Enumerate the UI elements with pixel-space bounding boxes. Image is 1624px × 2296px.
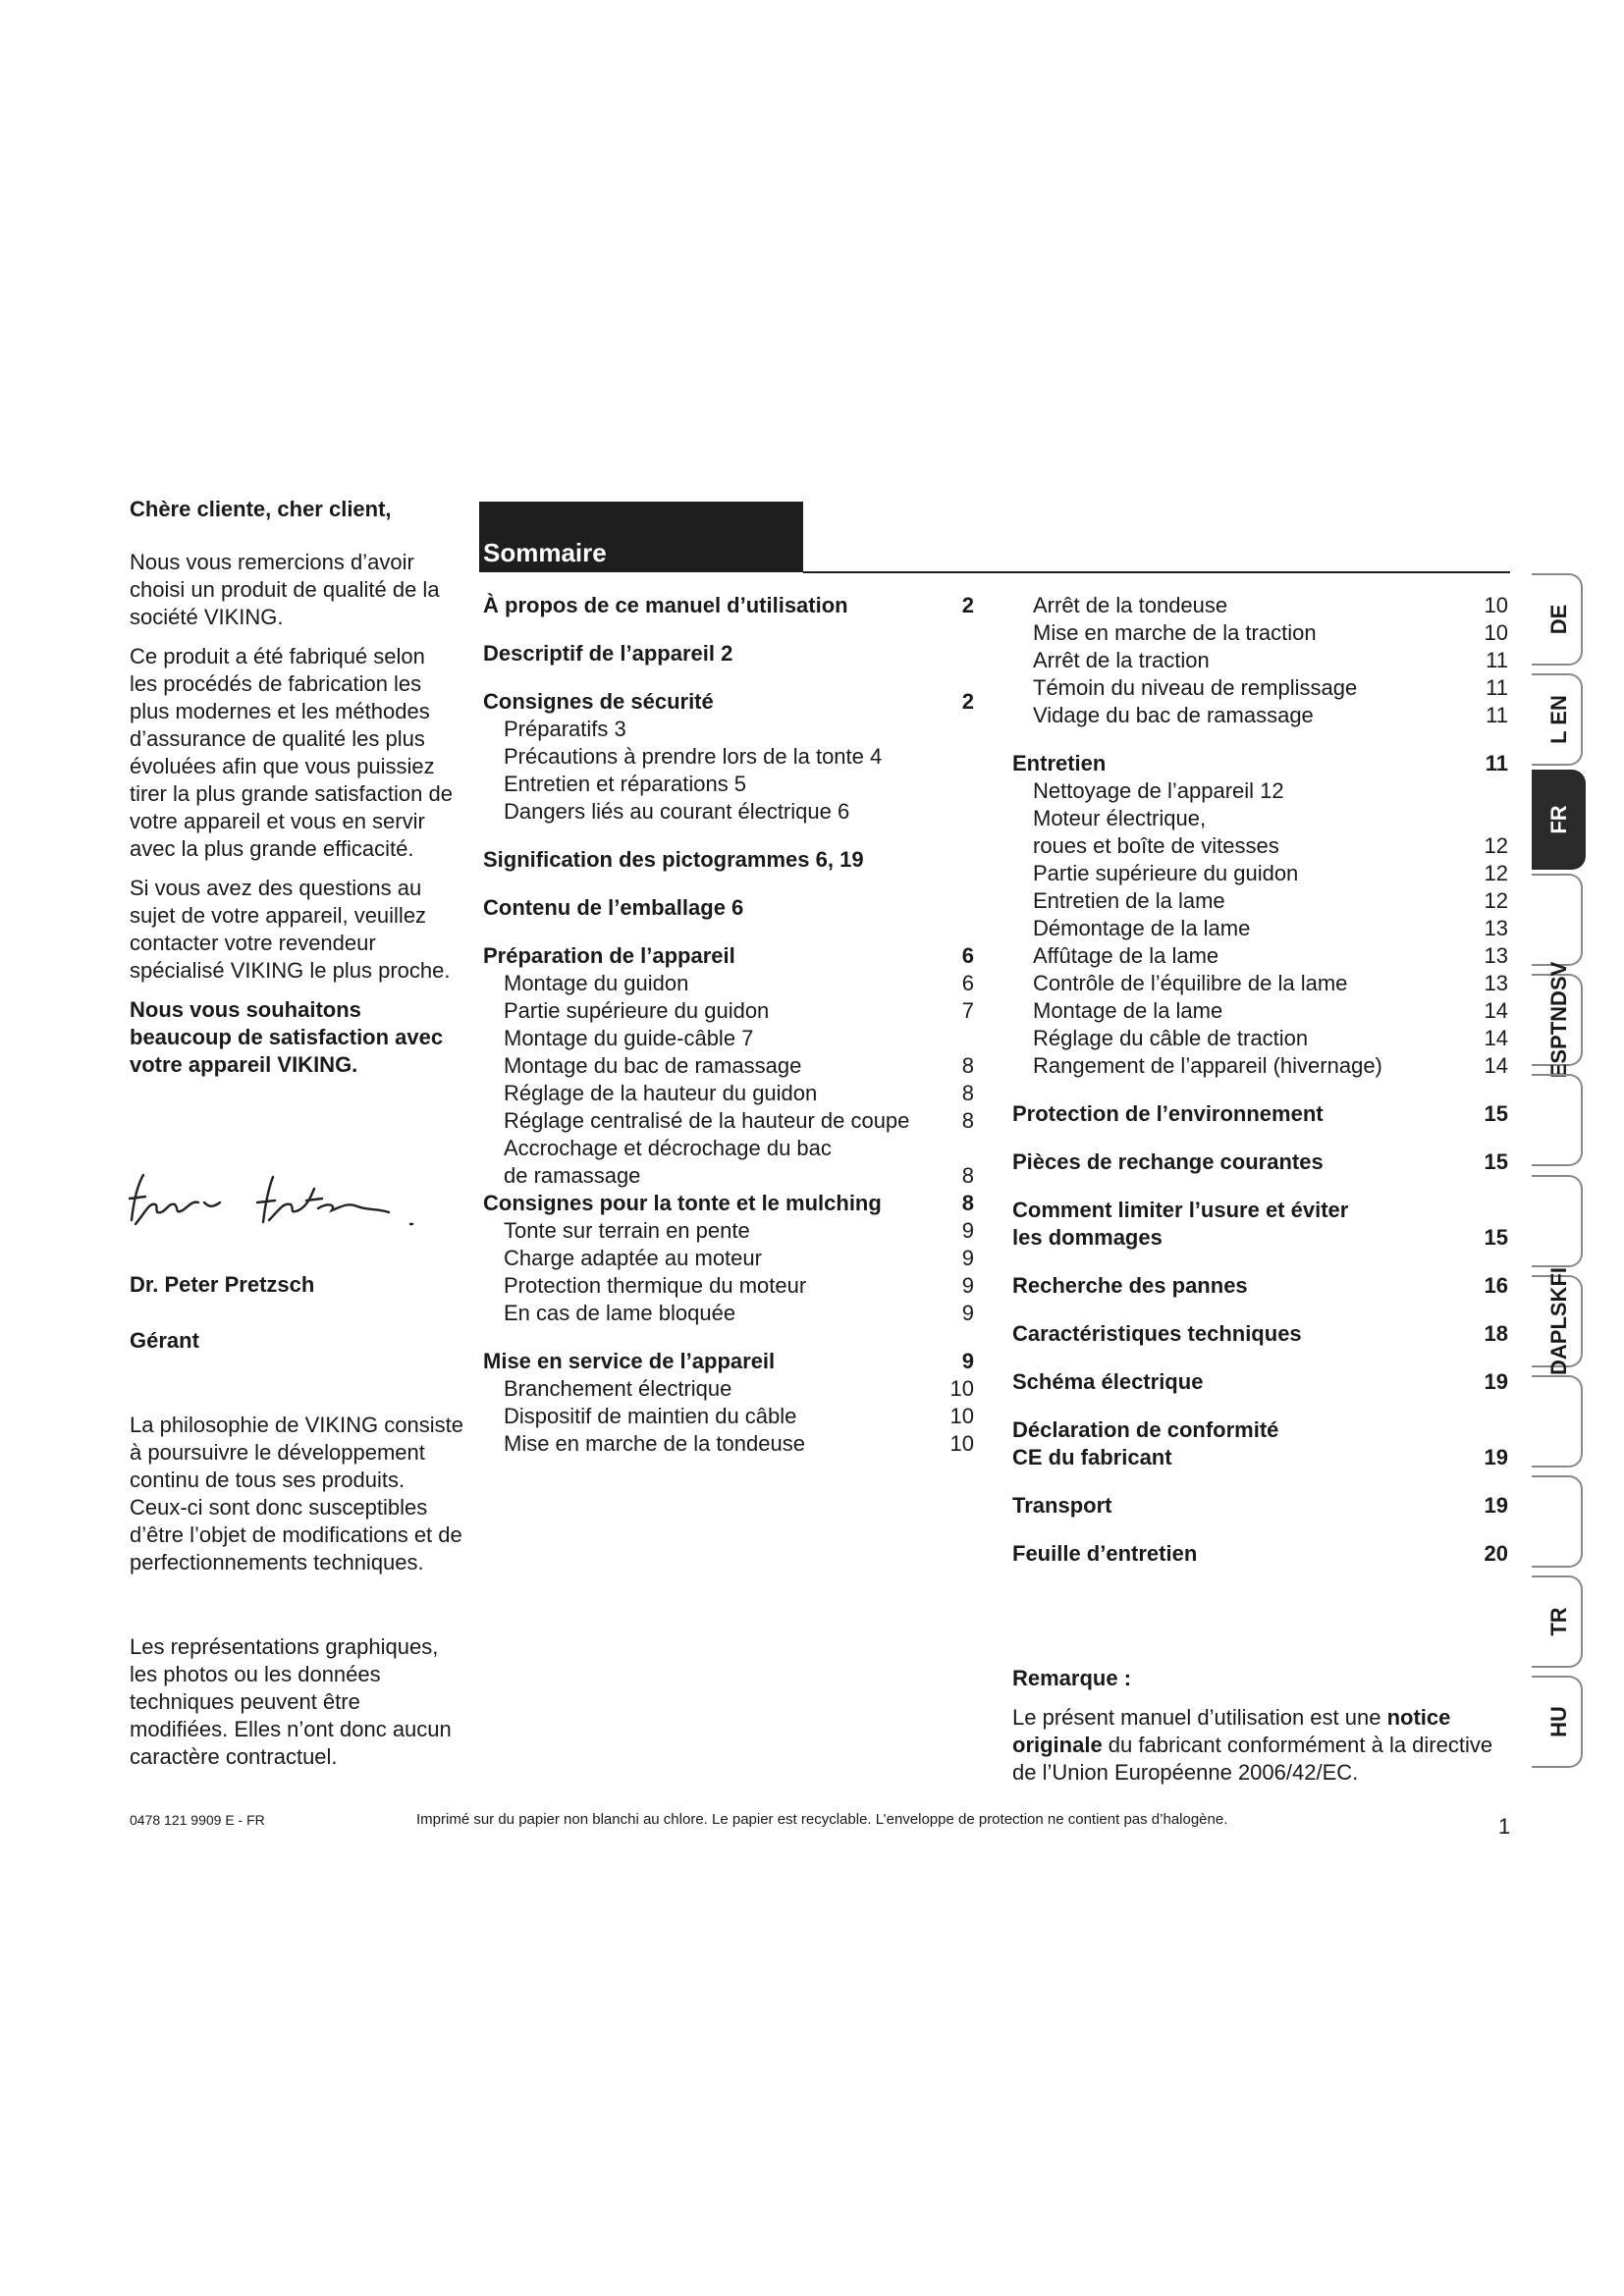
toc-entry-page: 19 xyxy=(1484,1369,1508,1394)
language-tab-label: FR xyxy=(1545,805,1571,834)
toc-entry-page: 10 xyxy=(949,1431,974,1456)
tab-frame xyxy=(1532,1475,1583,1568)
toc-entry-title: Moteur électrique, xyxy=(1033,806,1207,830)
toc-title: Sommaire xyxy=(483,538,607,567)
toc-entry-title: Montage du bac de ramassage xyxy=(504,1053,802,1078)
toc-entry-title: Feuille d’entretien xyxy=(1012,1541,1198,1566)
toc-entry xyxy=(1012,619,1508,647)
toc-entry-page: 10 xyxy=(1484,620,1508,645)
toc-entry-title: Descriptif de l’appareil 2 xyxy=(483,641,733,666)
toc-entry-page: 7 xyxy=(961,998,974,1023)
toc-entry-title: Signification des pictogrammes 6, 19 xyxy=(483,847,864,872)
language-tab xyxy=(1532,1471,1586,1572)
disclaimer-paragraph: Les représentations graphiques, les photos ou les données techniques peuvent être modifiées. Elles n’ont donc aucun caractère contractuel. xyxy=(130,1634,452,1769)
signature xyxy=(126,1163,460,1242)
toc-entry-page: 13 xyxy=(1484,943,1508,968)
toc-entry-page: 11 xyxy=(1486,703,1508,727)
letter-paragraph-questions: Si vous avez des questions au sujet de votre appareil, veuillez contacter votre revendeur spécialisé VIKING le plus proche. xyxy=(130,876,451,983)
remark-text-c: du fabricant conformément à la directive de l’Union Européenne 2006/42/EC. xyxy=(1012,1733,1493,1785)
toc-entry-title: Consignes pour la tonte et le mulching xyxy=(483,1191,882,1215)
toc-entry-title: Transport xyxy=(1012,1493,1112,1518)
toc-entry-title: Mise en marche de la tondeuse xyxy=(504,1431,805,1456)
toc-entry-title: Montage du guide-câble 7 xyxy=(504,1026,754,1050)
toc-entry xyxy=(1012,915,1508,942)
toc-entry-title: Charge adaptée au moteur xyxy=(504,1246,762,1270)
toc-entry xyxy=(1012,702,1508,729)
language-tab xyxy=(1532,1266,1586,1375)
toc-entry xyxy=(483,894,974,922)
tab-frame xyxy=(1532,1175,1583,1267)
toc-entry xyxy=(483,1135,974,1190)
toc-entry xyxy=(483,846,974,874)
language-tab xyxy=(1532,1371,1586,1471)
toc-entry-title: Entretien de la lame xyxy=(1033,888,1225,913)
toc-entry-page: 11 xyxy=(1485,751,1508,775)
toc-entry-title: Rangement de l’appareil (hivernage) xyxy=(1033,1053,1382,1078)
toc-entry xyxy=(1012,1272,1508,1300)
toc-entry-title: Schéma électrique xyxy=(1012,1369,1204,1394)
toc-entry xyxy=(1012,970,1508,997)
toc-entry-title-cont: les dommages xyxy=(1012,1225,1163,1250)
tab-frame xyxy=(1532,874,1583,966)
toc-entry xyxy=(483,716,974,743)
toc-entry-title: Arrêt de la traction xyxy=(1033,648,1210,672)
toc-entry-page: 12 xyxy=(1484,888,1508,913)
toc-entry-title: Partie supérieure du guidon xyxy=(1033,861,1299,885)
toc-entry xyxy=(483,1080,974,1107)
toc-entry xyxy=(483,1245,974,1272)
toc-entry-page: 18 xyxy=(1484,1321,1508,1346)
toc-entry xyxy=(1012,1368,1508,1396)
toc-entry-page: 10 xyxy=(1484,593,1508,617)
language-tabs xyxy=(1532,569,1591,1772)
toc-entry-title: Montage de la lame xyxy=(1033,998,1223,1023)
toc-entry-title: Accrochage et décrochage du bac xyxy=(504,1136,832,1160)
toc-entry-title: Réglage centralisé de la hauteur de coupe xyxy=(504,1108,910,1133)
toc-entry xyxy=(483,771,974,798)
toc-entry-page: 14 xyxy=(1484,1053,1508,1078)
toc-entry-title: Vidage du bac de ramassage xyxy=(1033,703,1314,727)
toc-entry xyxy=(1012,1148,1508,1176)
toc-entry-title: Consignes de sécurité xyxy=(483,689,714,714)
toc-entry xyxy=(483,1190,974,1217)
toc-column-1 xyxy=(483,592,974,1458)
toc-entry xyxy=(1012,647,1508,674)
toc-entry-page: 8 xyxy=(961,1081,974,1105)
language-tab-label: L EN xyxy=(1545,695,1571,744)
toc-entry-page: 13 xyxy=(1484,971,1508,995)
toc-divider xyxy=(803,571,1510,573)
toc-entry-page: 9 xyxy=(961,1218,974,1243)
toc-entry-title: Précautions à prendre lors de la tonte 4 xyxy=(504,744,883,769)
toc-entry xyxy=(1012,805,1508,860)
toc-entry-title: Préparation de l’appareil xyxy=(483,943,735,968)
toc-entry-title: Démontage de la lame xyxy=(1033,916,1251,940)
toc-entry-title: Contenu de l’emballage 6 xyxy=(483,895,744,920)
toc-entry-title: Affûtage de la lame xyxy=(1033,943,1219,968)
language-tab-label: TR xyxy=(1545,1607,1571,1636)
toc-entry xyxy=(1012,1416,1508,1471)
toc-entry-title: Protection de l’environnement xyxy=(1012,1101,1324,1126)
language-tab-label: ESPTNDSV xyxy=(1545,962,1571,1079)
remark-title: Remarque : xyxy=(1012,1666,1132,1690)
toc-entry-page: 19 xyxy=(1484,1445,1508,1469)
toc-entry xyxy=(483,1272,974,1300)
toc-entry-page: 10 xyxy=(949,1404,974,1428)
toc-entry xyxy=(483,1217,974,1245)
toc-entry xyxy=(1012,777,1508,805)
language-tab xyxy=(1532,870,1586,970)
toc-entry-page: 16 xyxy=(1484,1273,1508,1298)
toc-entry xyxy=(483,743,974,771)
toc-entry xyxy=(483,1025,974,1052)
philosophy-paragraph: La philosophie de VIKING consiste à poursuivre le développement continu de tous ses produits. Ceux-ci sont donc susceptibles d’être l’objet de modifications et de perfectionnements techniques. xyxy=(130,1413,463,1575)
toc-entry xyxy=(1012,997,1508,1025)
signer-name: Dr. Peter Pretzsch xyxy=(130,1272,315,1297)
toc-entry-title-cont: de ramassage xyxy=(504,1163,641,1188)
print-notice: Imprimé sur du papier non blanchi au chlore. Le papier est recyclable. L’enveloppe de protection ne contient pas d’halogène. xyxy=(416,1811,1228,1828)
toc-entry-title: Entretien xyxy=(1012,751,1107,775)
toc-entry xyxy=(1012,1025,1508,1052)
toc-entry xyxy=(1012,750,1508,777)
remark-text-a: Le présent manuel d’utilisation est une xyxy=(1012,1705,1387,1730)
toc-entry-title: Réglage de la hauteur du guidon xyxy=(504,1081,818,1105)
toc-entry-page: 15 xyxy=(1484,1149,1508,1174)
toc-entry-title: Comment limiter l’usure et éviter xyxy=(1012,1198,1349,1222)
greeting: Chère cliente, cher client, xyxy=(130,497,392,521)
remark-text-bold: notice originale xyxy=(1012,1705,1451,1757)
toc-entry xyxy=(1012,887,1508,915)
letter-wish: Nous vous souhaitons beaucoup de satisfaction avec votre appareil VIKING. xyxy=(130,997,444,1077)
language-tab xyxy=(1532,770,1586,870)
toc-entry-page: 8 xyxy=(961,1163,974,1188)
tab-frame xyxy=(1532,1375,1583,1468)
toc-entry-title: Déclaration de conformité xyxy=(1012,1417,1279,1442)
toc-entry xyxy=(483,1348,974,1375)
toc-entry-page: 20 xyxy=(1484,1541,1508,1566)
remark-text xyxy=(1012,1704,1503,1787)
toc-entry-title: Arrêt de la tondeuse xyxy=(1033,593,1228,617)
toc-entry-title: Partie supérieure du guidon xyxy=(504,998,770,1023)
toc-entry-page: 9 xyxy=(961,1246,974,1270)
language-tab xyxy=(1532,962,1586,1079)
toc-entry xyxy=(1012,1100,1508,1128)
toc-entry xyxy=(1012,1540,1508,1568)
toc-entry-title: Protection thermique du moteur xyxy=(504,1273,807,1298)
language-tab xyxy=(1532,669,1586,770)
toc-entry-page: 8 xyxy=(961,1191,974,1215)
toc-entry xyxy=(483,592,974,619)
toc-entry xyxy=(1012,1052,1508,1080)
toc-column-2 xyxy=(1012,592,1508,1568)
toc-entry-title: Entretien et réparations 5 xyxy=(504,772,747,796)
toc-entry-title-cont: CE du fabricant xyxy=(1012,1445,1172,1469)
language-tab xyxy=(1532,1070,1586,1170)
toc-entry-page: 6 xyxy=(961,971,974,995)
language-tab xyxy=(1532,569,1586,669)
toc-entry xyxy=(483,970,974,997)
toc-entry-title: Nettoyage de l’appareil 12 xyxy=(1033,778,1284,803)
letter-paragraph-quality: Ce produit a été fabriqué selon les procédés de fabrication les plus modernes et les méthodes d’assurance de qualité les plus évoluées afin que vous puissiez tirer la plus grande satisfaction de votre appareil et vous en servir avec la plus grande efficacité. xyxy=(130,644,453,861)
toc-entry-page: 19 xyxy=(1484,1493,1508,1518)
toc-entry-page: 14 xyxy=(1484,998,1508,1023)
toc-entry-page: 14 xyxy=(1484,1026,1508,1050)
letter-paragraph-thanks: Nous vous remercions d’avoir choisi un produit de qualité de la société VIKING. xyxy=(130,550,440,629)
toc-entry-page: 2 xyxy=(961,593,974,617)
toc-entry xyxy=(1012,592,1508,619)
toc-entry-title: Dispositif de maintien du câble xyxy=(504,1404,797,1428)
toc-entry-title-cont: roues et boîte de vitesses xyxy=(1033,833,1279,858)
toc-entry-page: 11 xyxy=(1486,648,1508,672)
language-tab-label: DAPLSKFI xyxy=(1545,1266,1571,1375)
toc-entry-page: 12 xyxy=(1484,861,1508,885)
toc-entry-title: Tonte sur terrain en pente xyxy=(504,1218,750,1243)
language-tab xyxy=(1532,1572,1586,1672)
signer-role: Gérant xyxy=(130,1328,199,1353)
toc-entry xyxy=(483,1300,974,1327)
toc-entry xyxy=(1012,674,1508,702)
toc-entry-page: 11 xyxy=(1486,675,1508,700)
toc-entry-page: 9 xyxy=(961,1301,974,1325)
toc-entry-title: En cas de lame bloquée xyxy=(504,1301,736,1325)
tab-frame xyxy=(1532,1074,1583,1166)
toc-entry-title: Préparatifs 3 xyxy=(504,717,626,741)
toc-entry-page: 9 xyxy=(961,1349,974,1373)
toc-entry-title: Mise en marche de la traction xyxy=(1033,620,1317,645)
toc-entry-page: 15 xyxy=(1484,1101,1508,1126)
toc-entry-title: Dangers liés au courant électrique 6 xyxy=(504,799,850,824)
toc-entry-title: Caractéristiques techniques xyxy=(1012,1321,1302,1346)
toc-entry-page: 8 xyxy=(961,1108,974,1133)
toc-entry xyxy=(1012,1492,1508,1520)
toc-entry-title: Contrôle de l’équilibre de la lame xyxy=(1033,971,1348,995)
toc-entry-title: Recherche des pannes xyxy=(1012,1273,1248,1298)
toc-entry-title: Montage du guidon xyxy=(504,971,689,995)
toc-entry xyxy=(483,1052,974,1080)
toc-entry xyxy=(483,1403,974,1430)
toc-entry-page: 10 xyxy=(949,1376,974,1401)
toc-entry-title: À propos de ce manuel d’utilisation xyxy=(483,593,848,617)
toc-entry xyxy=(1012,1320,1508,1348)
toc-entry xyxy=(1012,942,1508,970)
toc-entry-page: 13 xyxy=(1484,916,1508,940)
toc-entry-page: 6 xyxy=(961,943,974,968)
toc-entry xyxy=(483,997,974,1025)
toc-entry-title: Pièces de rechange courantes xyxy=(1012,1149,1324,1174)
letter-column xyxy=(130,496,454,1079)
toc-entry xyxy=(483,1375,974,1403)
toc-entry xyxy=(483,688,974,716)
toc-entry-title: Mise en service de l’appareil xyxy=(483,1349,776,1373)
document-code: 0478 121 9909 E - FR xyxy=(130,1812,265,1828)
toc-entry xyxy=(483,798,974,826)
language-tab xyxy=(1532,1171,1586,1271)
toc-entry-page: 2 xyxy=(961,689,974,714)
toc-entry-title: Témoin du niveau de remplissage xyxy=(1033,675,1358,700)
toc-entry xyxy=(483,942,974,970)
toc-entry xyxy=(1012,1197,1508,1252)
toc-entry xyxy=(1012,860,1508,887)
language-tab xyxy=(1532,1672,1586,1772)
language-tab-label: DE xyxy=(1545,604,1571,635)
toc-entry xyxy=(483,1430,974,1458)
toc-entry-title: Branchement électrique xyxy=(504,1376,732,1401)
toc-entry xyxy=(483,1107,974,1135)
toc-entry-page: 8 xyxy=(961,1053,974,1078)
language-tab-label: HU xyxy=(1545,1706,1571,1737)
toc-entry-page: 12 xyxy=(1484,833,1508,858)
toc-entry xyxy=(483,640,974,667)
toc-header xyxy=(479,502,803,572)
toc-entry-page: 15 xyxy=(1484,1225,1508,1250)
toc-entry-page: 9 xyxy=(961,1273,974,1298)
toc-entry-title: Réglage du câble de traction xyxy=(1033,1026,1309,1050)
page-number: 1 xyxy=(1498,1814,1511,1839)
